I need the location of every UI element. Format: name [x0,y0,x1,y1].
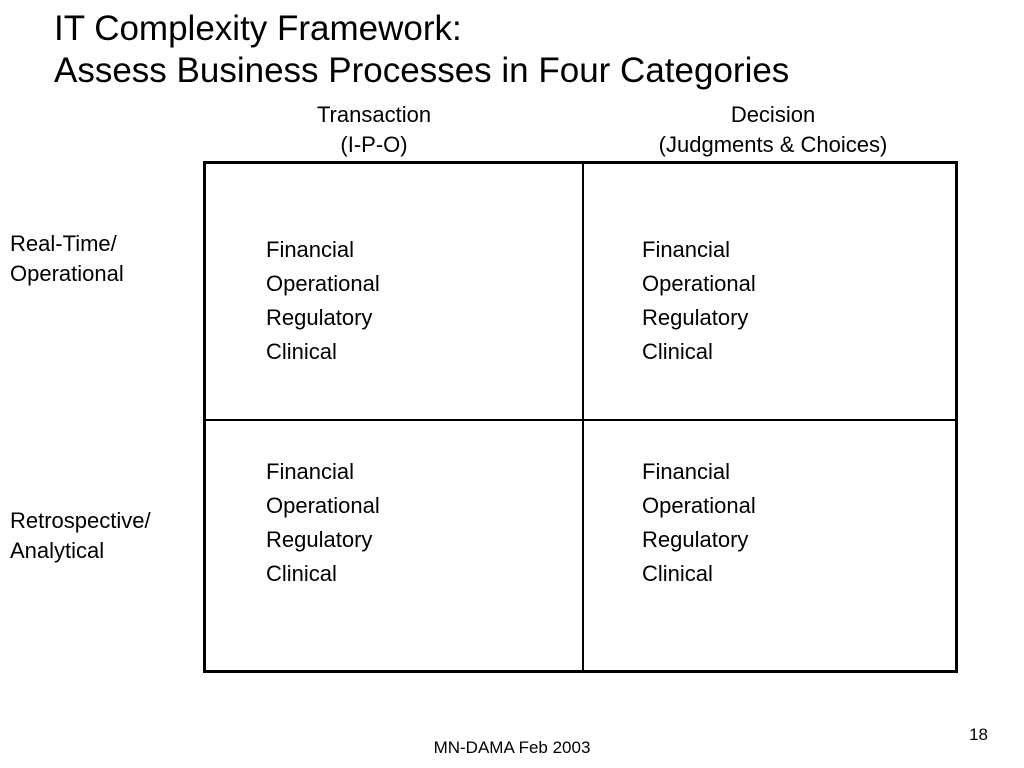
cell-item: Financial [266,459,355,484]
column-header-line-1: Transaction [316,102,432,127]
cell-transaction-real-time [266,233,380,369]
cell-item: Clinical [266,561,337,586]
page-number: 18 [969,725,988,744]
column-header-transaction [224,100,524,160]
cell-transaction-retrospective [266,455,380,591]
cell-item: Operational [266,271,380,296]
slide-title-line-1: IT Complexity Framework: [54,9,462,48]
cell-item: Clinical [642,339,713,364]
row-label-line-1: Retrospective/ [10,508,151,533]
column-header-line-2: (Judgments & Choices) [658,132,888,157]
row-label-line-1: Real-Time/ [10,231,117,256]
slide-footer: MN-DAMA Feb 2003 [433,738,591,757]
slide-title [54,8,789,92]
cell-item: Regulatory [642,305,749,330]
cell-item: Regulatory [266,527,373,552]
slide-title-line-2: Assess Business Processes in Four Categories [54,51,790,90]
horizontal-divider [206,419,955,421]
cell-decision-real-time [642,233,756,369]
cell-item: Financial [642,459,731,484]
cell-item: Financial [266,237,355,262]
cell-decision-retrospective [642,455,756,591]
cell-item: Regulatory [266,305,373,330]
row-label-line-2: Operational [10,261,124,286]
cell-item: Operational [642,271,756,296]
row-label-real-time-operational [10,229,195,289]
cell-item: Clinical [266,339,337,364]
column-header-decision [623,100,923,160]
cell-item: Operational [642,493,756,518]
cell-item: Financial [642,237,731,262]
row-label-retrospective-analytical [10,506,195,566]
cell-item: Operational [266,493,380,518]
column-header-line-1: Decision [730,102,816,127]
row-label-line-2: Analytical [10,538,105,563]
framework-matrix [203,161,958,673]
cell-item: Regulatory [642,527,749,552]
vertical-divider [582,164,584,670]
cell-item: Clinical [642,561,713,586]
column-header-line-2: (I-P-O) [340,132,408,157]
